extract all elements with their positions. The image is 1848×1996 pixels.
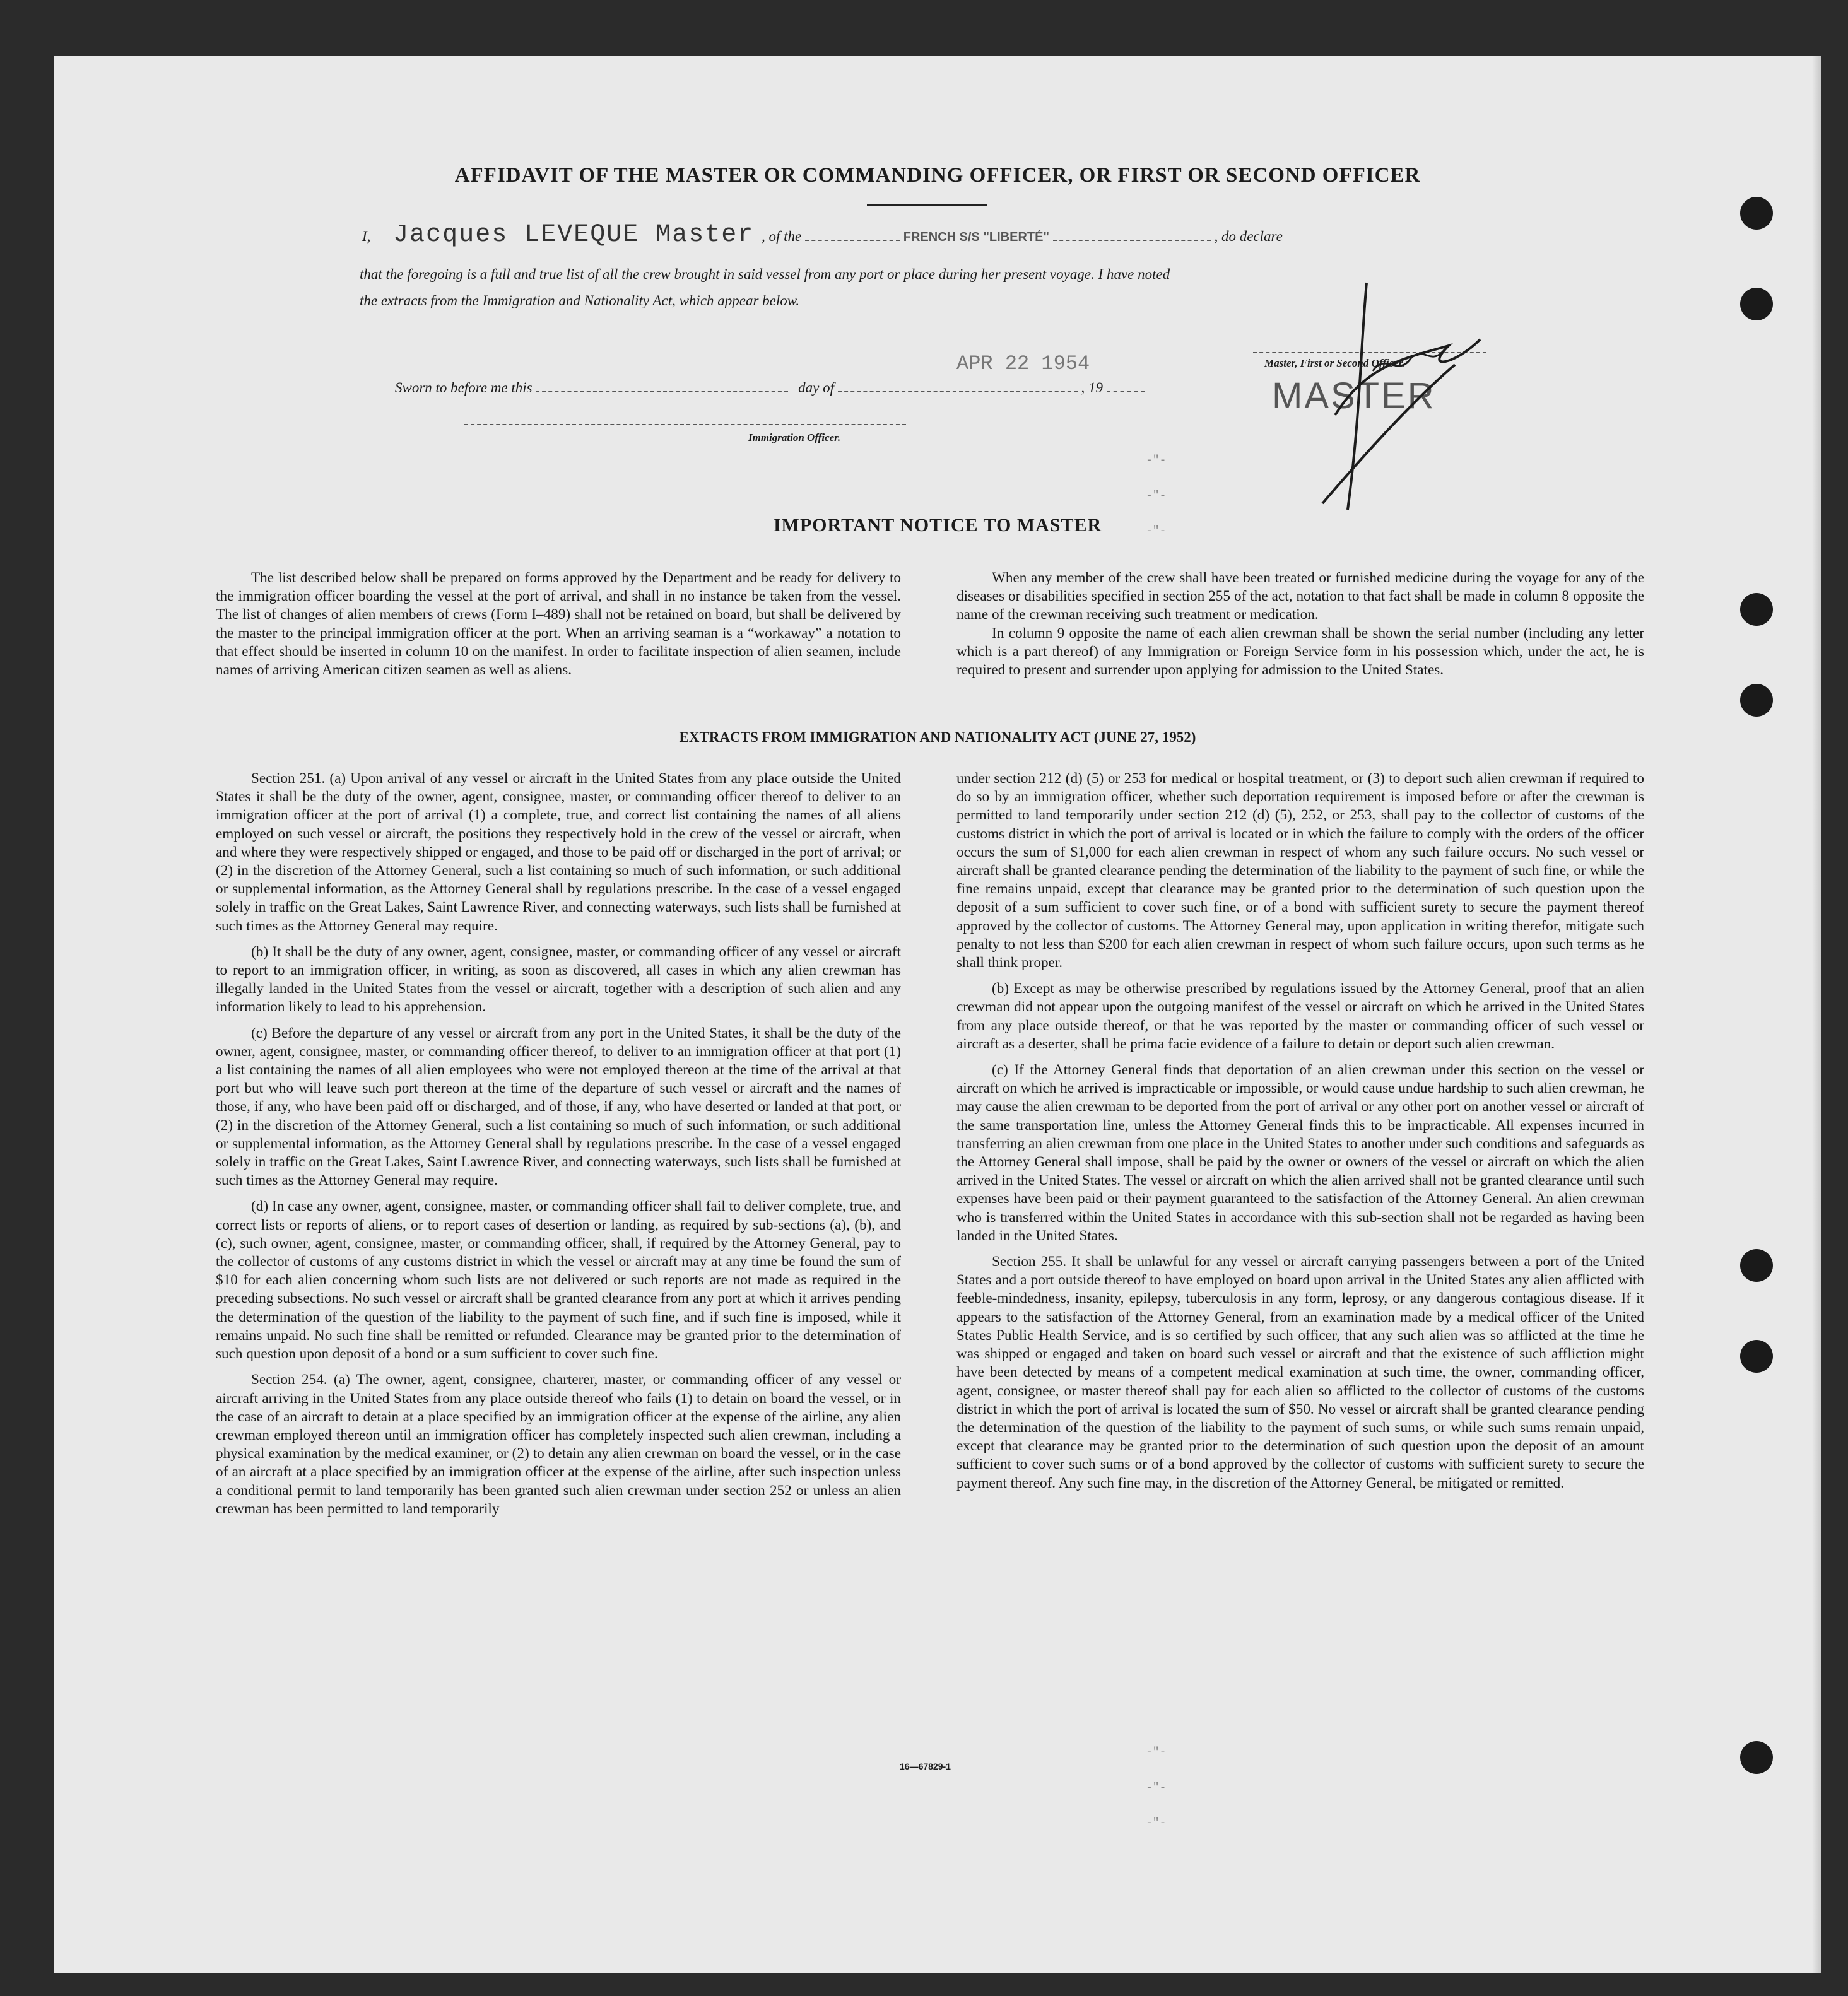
sworn-label: Sworn to before me this [395,380,533,396]
title-rule [867,204,987,206]
ditto-mark: -"- [1146,1817,1167,1829]
notice-paragraph: In column 9 opposite the name of each alien crewman shall be shown the serial number (including any letter which is a part thereof) of any Immigration or Foreign Service form in his possession which, under the act, he is required to present and surrender upon applying for admission to the United States. [956,625,1644,679]
extract-paragraph: Section 254. (a) The owner, agent, consignee, charterer, master, or commanding officer of any vessel or aircraft arriving in the United States from any place outside thereof who fails (1) to detain on board the vessel, or in the case of an aircraft to detain at a place specified by an immigration officer at the expense of the airline, any alien crewman employed thereon until an immigration officer has completely inspected such alien crewman, including a physical examination by the medical examiner, or (2) to detain any alien crewman on board the vessel, or in the case of an aircraft at a place specified by an immigration officer at the expense of the airline, after such inspection unless a conditional permit to land temporarily has been granted such alien crewman under section 252 or unless an alien crewman has been permitted to land temporarily [216,1371,901,1517]
extract-paragraph: (c) Before the departure of any vessel or aircraft from any port in the United States, it shall be the duty of the owner, agent, consignee, master, or commanding officer thereof, to deliver to an immigration officer at that port (1) a list containing the names of all alien employees who were not employed thereon at the time of the arrival at that port but who will leave such port thereon at the time of the departure of such vessel or aircraft and the names of those, if any, who have been paid off or discharged, and of those, if any, who have deserted or landed at that port, or (2) in the discretion of the Attorney General, such a list containing so much of such information, or such additional or supplemental information, as the Attorney General shall by regulations prescribe. In the case of a vessel engaged solely in traffic on the Great Lakes, Saint Lawrence River, and connecting waterways, such lists shall be furnished at such times as the Attorney General may require. [216,1024,901,1189]
handwritten-signature [1266,276,1493,516]
extract-paragraph: Section 251. (a) Upon arrival of any vessel or aircraft in the United States from any place outside the United States it shall be the duty of the owner, agent, consignee, master, or commanding officer thereof to deliver to an immigration officer at the port of arrival (1) a complete, true, and correct list containing the names of all aliens employed on such vessel or aircraft, the positions they respectively hold in the crew of the vessel or aircraft, when and where they were respectively shipped or engaged, and those to be paid off or discharged in the port of arrival; or (2) in the discretion of the Attorney General, such a list containing so much of such information, or such additional or supplemental information, as the Attorney General shall by regulations prescribe. In the case of a vessel engaged solely in traffic on the Great Lakes, Saint Lawrence River, and connecting waterways, such lists shall be furnished at such times as the Attorney General may require. [216,770,901,934]
affidavit-title: AFFIDAVIT OF THE MASTER OR COMMANDING OFFICER, OR FIRST OR SECOND OFFICER [454,164,1421,187]
ditto-mark: -"- [1146,1746,1167,1759]
declaration-row [362,221,1283,249]
notice-paragraph: The list described below shall be prepared on forms approved by the Department and be ready for delivery to the immigration officer boarding the vessel at the port of arrival, and shall in no instance be taken from the vessel. The list of changes of alien members of crews (Form I–489) shall not be retained on board, but shall be delivered by the master to the principal immigration officer at the port. When an arriving seaman is a “workaway” a notation to that effect should be inserted in column 10 on the manifest. In order to facilitate inspection of alien seamen, include names of arriving American citizen seamen as well as aliens. [216,570,901,679]
extract-paragraph: Section 255. It shall be unlawful for any vessel or aircraft carrying passengers between a port of the United States and a port outside thereof to have employed on board upon arrival in the United States any alien afflicted with feeble-mindedness, insanity, epilepsy, tuberculosis in any form, leprosy, or any dangerous contagious disease. If it appears to the satisfaction of the Attorney General, from an examination made by a medical officer of the United States Public Health Service, and is so certified by such officer, that any such alien was so afflicted at the time he was shipped or engaged and taken on board such vessel or aircraft and that the existence of such affliction might have been detected by means of a competent medical examination at such time, the owner, commanding officer, agent, consignee, or master thereof shall pay for each alien so afflicted to the collector of customs of the customs district in which the port of arrival is located the sum of $50. No vessel or aircraft shall be granted clearance pending the determination of the question of the liability to the payment of such sums, or while such sums remain unpaid, except that clearance may be granted prior to the determination of such question upon the deposit of an amount sufficient to cover such sums or of a bond approved by the collector of customs with sufficient surety to secure the payment thereof. Any such fine may, in the discretion of the Attorney General, be mitigated or remitted. [956,1253,1644,1491]
officer-caption: Immigration Officer. [748,431,841,443]
punch-hole-icon [1740,593,1773,626]
extracts-title: EXTRACTS FROM IMMIGRATION AND NATIONALITY ACT (JUNE 27, 1952) [679,729,1196,745]
vessel-field: FRENCH S/S "LIBERTÉ" [903,230,1049,244]
of-the-label: , of the [762,228,802,244]
officer-signature-line [464,424,906,425]
notice-left-column [216,569,901,687]
ditto-mark: -"- [1146,490,1167,502]
ditto-mark: -"- [1146,1782,1167,1794]
notice-right-column [956,569,1644,687]
month-dashes [838,379,1078,392]
extract-paragraph: (d) In case any owner, agent, consignee, master, or commanding officer shall fail to deliver complete, true, and correct lists or reports of aliens, or to report cases of desertion or landing, as required by sub-sections (a), (b), and (c), such owner, agent, consignee, master, or commanding officer, shall, if required by the Attorney General, pay to the collector of customs of any customs district in which the vessel or aircraft may at any time be found the sum of $10 for each alien concerning whom such lists are not delivered or such reports are not made as required in the preceding subsections. No such vessel or aircraft shall be granted clearance from any port at which it arrives pending the determination of the question of the liability to the payment of such fine, and if such fine is imposed, while it remains unpaid. No such fine shall be remitted or refunded. Clearance may be granted prior to the determination of such question upon deposit of a bond or a sum sufficient to cover such fine. [216,1198,901,1363]
date-stamp: APR 22 1954 [956,352,1090,375]
day-of-label: day of [798,380,834,396]
sworn-row [395,379,1145,396]
extract-paragraph: under section 212 (d) (5) or 253 for medical or hospital treatment, or (3) to deport such alien crewman if required to do so by an immigration officer, whether such deportation requirement is imposed before or after the crewman is permitted to land temporarily under section 212 (d) (5), 252, or 253, shall pay to the collector of customs of the customs district in which the port of arrival is located or in which the failure to comply with the orders of the officer occurs the sum of $1,000 for each alien crewman in respect of whom any such failure occurs. No such vessel or aircraft shall be granted clearance pending the determination of the liability to the payment of such fine, or while the fine remains unpaid, except that clearance may be granted prior to the determination of such question upon the deposit of a sum sufficient to cover such fine, or of a bond with sufficient surety to secure the payment thereof approved by the collector of customs. The Attorney General may, upon application in writing therefor, mitigate such penalty to not less than $200 for each alien crewman in respect of whom such failure occurs, upon such terms as he shall think proper. [956,770,1644,972]
scan-edge [1812,56,1821,1973]
form-number: 16—67829-1 [900,1761,951,1771]
punch-hole-icon [1740,197,1773,230]
declaration-line-2: the extracts from the Immigration and Nationality Act, which appear below. [360,293,800,308]
punch-hole-icon [1740,1741,1773,1774]
sworn-day-dashes [536,379,788,392]
punch-hole-icon [1740,1249,1773,1282]
pronoun: I, [362,228,371,244]
ditto-mark: -"- [1146,525,1167,537]
extract-paragraph: (c) If the Attorney General finds that deportation of an alien crewman under this section on the vessel or aircraft on which he arrived is impracticable or impossible, or would cause undue hardship to such alien crewman, he may cause the alien crewman to be deported from the port of arrival or any other port on another vessel or aircraft of the same transportation line, unless the Attorney General finds this to be impracticable. All expenses incurred in transferring an alien crewman from one place in the United States to another under such conditions and safeguards as the Attorney General shall impose, shall be paid by the owner or owners of the vessel or aircraft on which the alien arrived in the United States. The vessel or aircraft on which the alien arrived shall not be granted clearance until such expenses have been paid or their payment guaranteed to the satisfaction of the Attorney General. An alien crewman who is transferred within the United States in accordance with this sub-section shall not be regarded as having been landed in the United States. [956,1062,1644,1244]
punch-hole-icon [1740,684,1773,717]
vessel-dashes-right [1053,227,1211,241]
declaration-line-1: that the foregoing is a full and true list of all the crew brought in said vessel from any port or place during her present voyage. I have noted [360,266,1170,282]
year-label: , 19 [1081,380,1103,396]
notice-paragraph: When any member of the crew shall have been treated or furnished medicine during the voyage for any of the diseases or disabilities specified in section 255 of the act, notation to that fact shall be made in column 8 opposite the name of the crewman receiving such treatment or medication. [956,570,1644,623]
punch-hole-icon [1740,288,1773,320]
extracts-left-column [216,770,901,1518]
punch-hole-icon [1740,1340,1773,1373]
vessel-dashes-left [805,227,900,241]
signature-caption: Master, First or Second Officer. [1264,357,1405,369]
year-dashes [1107,379,1145,392]
master-name-field: Jacques LEVEQUE Master [393,221,755,249]
extracts-right-column [956,770,1644,1500]
extract-paragraph: (b) It shall be the duty of any owner, agent, consignee, master, or commanding officer of any vessel or aircraft to report to an immigration officer, in writing, as soon as discovered, all cases in which any alien crewman has illegally landed in the United States from the vessel or aircraft, together with a description of such alien and any information likely to lead to his apprehension. [216,943,901,1016]
document-page [54,56,1821,1973]
ditto-mark: -"- [1146,454,1167,467]
extract-paragraph: (b) Except as may be otherwise prescribed by regulations issued by the Attorney General, proof that an alien crewman did not appear upon the outgoing manifest of the vessel or aircraft on which he arrived in the United States from any place outside thereof, or that he was reported by the master or commanding officer of such vessel or aircraft as a deserter, shall be prima facie evidence of a failure to detain or deport such alien crewman. [956,980,1644,1052]
master-stamp: MASTER [1272,375,1436,416]
do-declare-label: , do declare [1214,228,1283,244]
notice-title: IMPORTANT NOTICE TO MASTER [773,515,1102,536]
